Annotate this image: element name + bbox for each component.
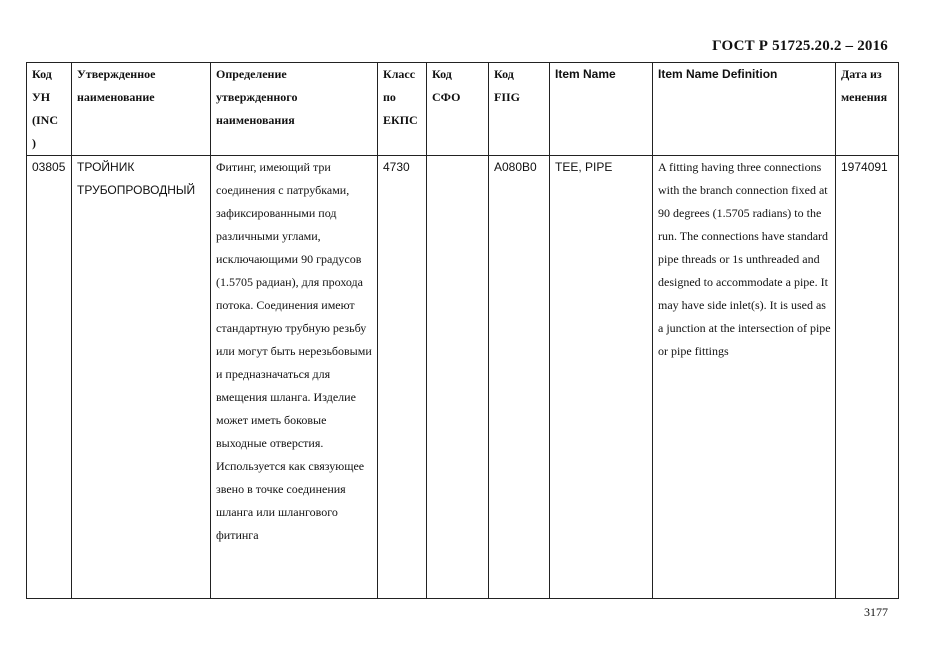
header-inc: Код УН (INC)	[27, 63, 72, 156]
classification-table	[26, 62, 899, 599]
cell-item-name: TEE, PIPE	[550, 156, 653, 599]
header-definition: Определение утвержденного наименования	[211, 63, 378, 156]
header-fiig-code: Код FIIG	[489, 63, 550, 156]
header-ekps-class: Класс по ЕКПС	[378, 63, 427, 156]
header-item-name: Item Name	[550, 63, 653, 156]
cell-ekps-class: 4730	[378, 156, 427, 599]
header-approved-name: Утвержденное наименование	[72, 63, 211, 156]
header-sfo-code: Код СФО	[427, 63, 489, 156]
page-number: 3177	[864, 605, 888, 619]
header-change-date: Дата изменения	[836, 63, 899, 156]
cell-inc: 03805	[27, 156, 72, 599]
document-standard-code: ГОСТ Р 51725.20.2 – 2016	[712, 38, 888, 54]
cell-fiig-code: A080B0	[489, 156, 550, 599]
cell-approved-name: ТРОЙНИК ТРУБОПРОВОДНЫЙ	[72, 156, 211, 599]
cell-sfo-code	[427, 156, 489, 599]
cell-definition: Фитинг, имеющий три соединения с патрубками, зафиксированными под различными углами, исключающими 90 градусов (1.5705 радиан), для прохода потока. Соединения имеют стандартную трубную резьбу или могут быть нерезьбовыми и предназначаться для вмещения шланга. Изделие может иметь боковые выходные отверстия. Используется как связующее звено в точке соединения шланга или шлангового фитинга	[211, 156, 378, 599]
table-row	[27, 156, 899, 599]
header-item-name-definition: Item Name Definition	[653, 63, 836, 156]
cell-change-date: 1974091	[836, 156, 899, 599]
table-header-row	[27, 63, 899, 156]
cell-item-name-definition: A fitting having three connections with the branch connection fixed at 90 degrees (1.5705 radians) to the run. The connections have standard pipe threads or 1s unthreaded and designed to accommodate a pipe. It may have side inlet(s). It is used as a junction at the intersection of pipe or pipe fittings	[653, 156, 836, 599]
